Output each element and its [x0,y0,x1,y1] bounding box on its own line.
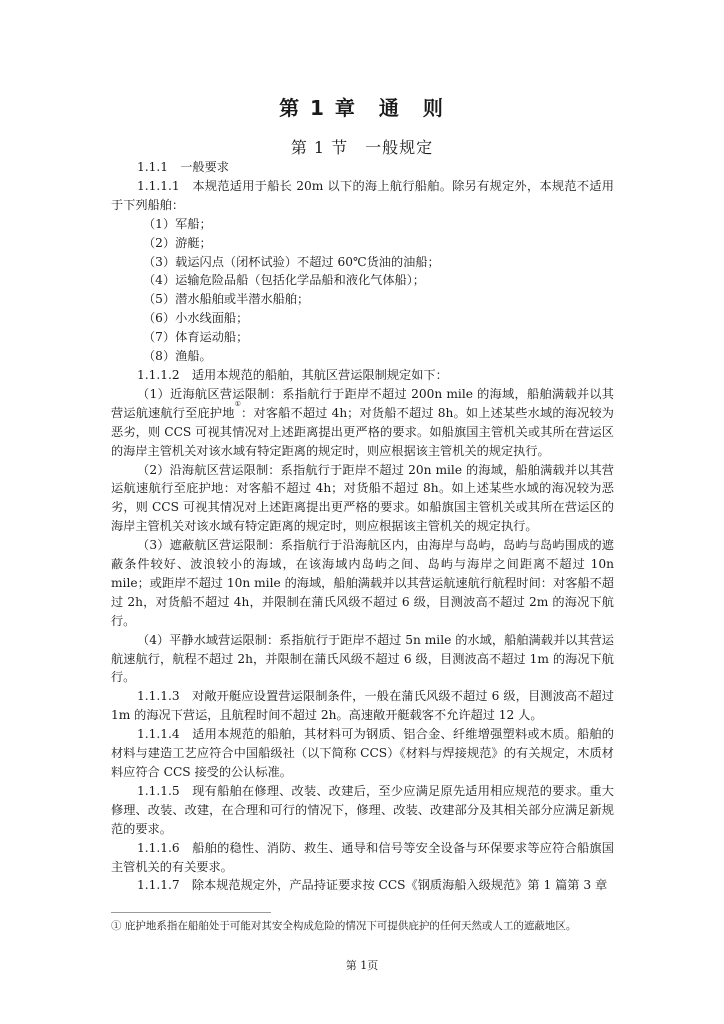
paragraph-1-1-1-1: 1.1.1.1 本规范适用于船长 20m 以下的海上航行船舶。除另有规定外，本规范不适用于下列船舶： [111,178,614,212]
list-item: （4）运输危险品船（包括化学品船和液化气体船）； [143,273,425,288]
paragraph-1-1-1-6: 1.1.1.6 船舶的稳性、消防、救生、通导和信号等安全设备与环保要求等应符合船旗国主管机关的有关要求。 [111,840,614,874]
restriction-1-text-a: （1）近海航区营运限制：系指航行于距岸不超过 200n mile 的海域，船舶满载并以其营运航速航行至庇护地 [111,386,614,420]
list-item: （1）军船； [143,216,212,231]
list-item: （8）渔船。 [143,349,212,364]
restriction-paragraph-4: （4）平静水域营运限制：系指航行于距岸不超过 5n mile 的水域，船舶满载并以其营运航速航行，航程不超过 2h，并限制在蒲氏风级不超过 6 级，目测波高不超过 1m 的海况下航行。 [111,632,614,685]
restriction-paragraph-1 [111,385,614,461]
chapter-title: 第 1 章 通 则 [279,96,445,120]
list-item: （2）游艇； [143,235,212,250]
list-item: （5）潜水船舶或半潜水船舶； [143,292,310,307]
restriction-paragraph-2: （2）沿海航区营运限制：系指航行于距岸不超过 20n mile 的海域，船舶满载并以其营运航速航行至庇护地：对客船不超过 4h；对货船不超过 8h。如上述某些水域的海况较为恶劣，则 CCS 可视其情况对上述距离提出更严格的要求。如船旗国主管机关或其所在营运区的海岸主管机关对该水域有特定距离的规定时，则应根据该主管机关的规定执行。 [111,462,614,534]
restriction-1-text-b: ：对客船不超过 4h；对货船不超过 8h。如上述某些水域的海况较为恶劣，则 CCS 可视其情况对上述距离提出更严格的要求。如船旗国主管机关或其所在营运区的海岸主管机关对该水域有特定距离的规定时，则应根据该主管机关的规定执行。 [111,405,614,458]
restriction-paragraph-3: （3）遮蔽航区营运限制：系指航行于沿海航区内，由海岸与岛屿，岛屿与岛屿围成的遮蔽条件较好、波浪较小的海域，在该海域内岛屿之间、岛屿与海岸之间距离不超过 10n mile；或距岸不超过 10n mile 的海域，船舶满载并以其营运航速航行航程时间：对客船不超过 2h，对货船不超过 4h，并限制在蒲氏风级不超过 6 级，目测波高不超过 2m 的海况下航行。 [111,538,614,628]
heading-1-1-1: 1.1.1 一般要求 [137,160,229,174]
section-title: 第 1 节 一般规定 [290,138,434,157]
footnote-divider [111,912,271,913]
list-item: （6）小水线面船； [143,311,249,326]
paragraph-1-1-1-3: 1.1.1.3 对敞开艇应设置营运限制条件，一般在蒲氏风级不超过 6 级，目测波高不超过 1m 的海况下营运，且航程时间不超过 2h。高速敞开艇载客不允许超过 12 人。 [111,689,614,723]
footnote-marker[interactable]: ① [234,399,242,408]
paragraph-1-1-1-4: 1.1.1.4 适用本规范的船舶，其材料可为钢质、铝合金、纤维增强塑料或木质。船舶的材料与建造工艺应符合中国船级社（以下简称 CCS）《材料与焊接规范》的有关规定，木质材料应符合 CCS 接受的公认标准。 [111,727,614,779]
list-item: （3）载运闪点（闭杯试验）不超过 60℃货油的油船； [143,254,440,269]
paragraph-1-1-1-5: 1.1.1.5 现有船舶在修理、改装、改建后，至少应满足原先适用相应规范的要求。重大修理、改装、改建，在合理和可行的情况下，修理、改装、改建部分及其相关部分应满足新规范的要求。 [111,783,614,836]
paragraph-1-1-1-7: 1.1.1.7 除本规范规定外，产品持证要求按 CCS《钢质海船入级规范》第 1 篇第 3 章 [137,878,608,893]
paragraph-1-1-1-2: 1.1.1.2 适用本规范的船舶，其航区营运限制规定如下： [137,367,448,382]
page-number: 第 1页 [345,959,379,972]
footnote: ① 庇护地系指在船舶处于可能对其安全构成危险的情况下可提供庇护的任何天然或人工的遮蔽地区。 [111,920,577,932]
list-item: （7）体育运动船； [143,330,249,345]
document-body [111,158,614,895]
